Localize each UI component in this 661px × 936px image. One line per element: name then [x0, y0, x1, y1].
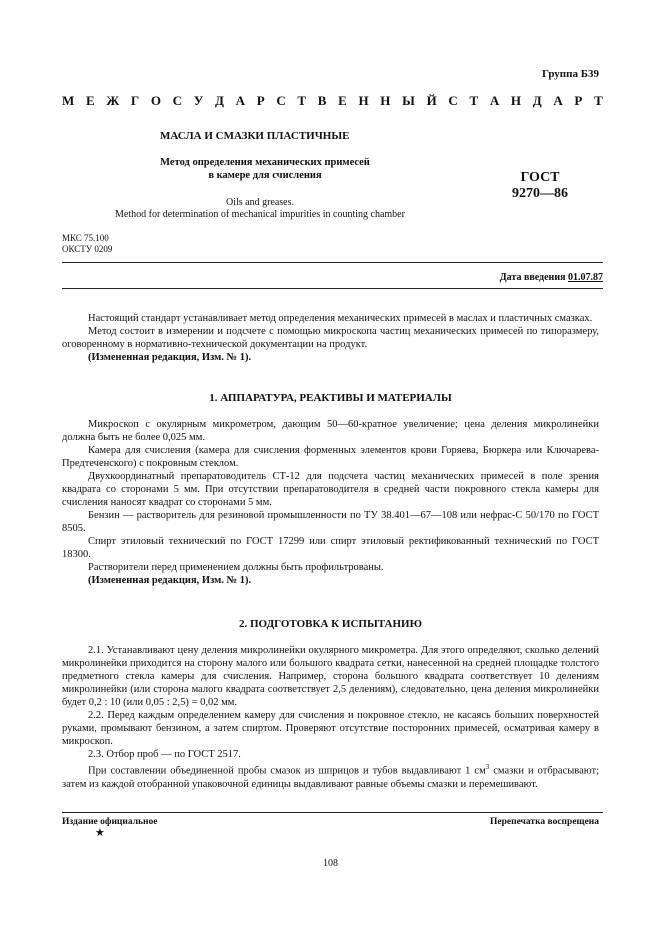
section-2-body	[62, 644, 599, 791]
intro-amendment-note: (Измененная редакция, Изм. № 1).	[88, 352, 252, 363]
banner-letter: Н	[358, 93, 369, 108]
document-subtitle	[70, 156, 460, 182]
section-2-paragraph-4	[62, 761, 599, 791]
banner-letter: Т	[297, 93, 307, 108]
mks-code: МКС 75.100	[62, 233, 109, 243]
section-2-paragraph-2: 2.2. Перед каждым определением камеру для счисления и покровное стекло, не касаясь больших поверхностей руками, промывают бензином, а затем спиртом. Проверяют отсутствие посторонних примесей, осматривая камеру в микроскоп.	[62, 710, 599, 747]
subtitle-line-2: в камере для счисления	[208, 170, 322, 181]
official-edition-label: Издание официальное	[62, 817, 158, 827]
banner-letter: Р	[574, 93, 583, 108]
cubic-superscript: 3	[485, 763, 490, 771]
banner-letter: Н	[380, 93, 391, 108]
effective-date	[500, 272, 603, 283]
banner-letter: Д	[214, 93, 224, 108]
star-icon: ★	[95, 827, 105, 839]
date-label: Дата введения	[499, 272, 566, 283]
section-1-heading: 1. АППАРАТУРА, РЕАКТИВЫ И МАТЕРИАЛЫ	[209, 392, 452, 404]
reprint-prohibited-label: Перепечатка воспрещена	[489, 817, 599, 827]
banner-letter: Т	[469, 93, 479, 108]
banner-letter: У	[193, 93, 204, 108]
english-title-line-1: Oils and greases.	[225, 197, 295, 208]
subtitle-line-1: Метод определения механических примесей	[160, 157, 370, 168]
banner-letter: Т	[594, 93, 603, 108]
gost-code: 9270—86	[512, 186, 568, 201]
banner-letter: М	[62, 93, 75, 108]
banner-letter: Г	[130, 93, 140, 108]
section-2-heading: 2. ПОДГОТОВКА К ИСПЫТАНИЮ	[239, 618, 422, 630]
english-title-line-2: Method for determination of mechanical impurities in counting chamber	[115, 209, 405, 220]
banner-letter: С	[276, 93, 286, 108]
intro-paragraph-1: Настоящий стандарт устанавливает метод определения механических примесей в маслах и пластичных смазках.	[88, 313, 593, 324]
banner-letter: Е	[85, 93, 95, 108]
classification-codes	[62, 233, 112, 255]
page-number: 108	[323, 858, 338, 869]
banner-letter: С	[448, 93, 458, 108]
section-1-amendment-note: (Измененная редакция, Изм. № 1).	[88, 575, 252, 586]
gost-label: ГОСТ	[520, 170, 560, 185]
section-1-paragraph-4: Бензин — растворитель для резиновой промышленности по ТУ 38.401—67—108 или нефрас-С 50/170 по ГОСТ 8505.	[62, 510, 599, 534]
section-1-paragraph-3: Двухкоординатный препаратоводитель СТ-12 для подсчета частиц механических примесей в поле зрения квадрата со сторонами 5 мм. При отсутствии препаратоводителя в средней части покровного стекла камеры для счисления наносят квадрат со сторонами 5 мм.	[62, 471, 599, 508]
banner-letter: В	[317, 93, 327, 108]
paragraph-4-text-start: При составлении объединенной пробы смазок из шприцов и тубов выдавливают 1 см	[88, 765, 486, 777]
date-divider	[62, 288, 603, 289]
section-1-paragraph-5: Спирт этиловый технический по ГОСТ 17299 или спирт этиловый ректификованный технический по ГОСТ 18300.	[62, 536, 599, 560]
okstu-code: ОКСТУ 0209	[62, 244, 113, 254]
paragraph-4-text-end: смазки и отбрасывают; затем из каждой отобранной упаковочной единицы выдавливают равные объемы смазки и перемешивают.	[62, 765, 599, 790]
document-title: МАСЛА И СМАЗКИ ПЛАСТИЧНЫЕ	[160, 130, 350, 142]
gost-number	[480, 170, 600, 202]
banner-letter: С	[172, 93, 183, 108]
section-1-paragraph-2: Камера для счисления (камера для счисления форменных элементов крови Горяева, Бюркера или Ключарева-Предтеченского) с покровным стеклом.	[62, 445, 599, 469]
section-1-paragraph-6: Растворители перед применением должны быть профильтрованы.	[88, 562, 384, 573]
intro-block	[62, 312, 599, 364]
banner-letter: Ж	[106, 93, 120, 108]
group-code: Группа Б39	[542, 68, 599, 80]
section-1-body	[62, 418, 599, 587]
banner-letter: Р	[256, 93, 265, 108]
banner-letter: А	[553, 93, 563, 108]
english-title	[60, 197, 460, 221]
date-value: 01.07.87	[568, 272, 603, 283]
footer-divider	[62, 812, 603, 813]
section-2-paragraph-3: 2.3. Отбор проб — по ГОСТ 2517.	[88, 749, 241, 760]
header-divider	[62, 262, 603, 263]
banner-letter: А	[235, 93, 245, 108]
banner-letter: А	[489, 93, 500, 108]
banner-letter: Й	[426, 93, 437, 108]
banner-letter: Е	[338, 93, 347, 108]
section-1-paragraph-1: Микроскоп с окулярным микрометром, дающим 50—60-кратное увеличение; цена деления микролинейки должна быть не более 0,025 мм.	[62, 419, 599, 443]
standard-banner	[62, 93, 603, 109]
section-2-paragraph-1: 2.1. Устанавливают цену деления микролинейки окулярного микрометра. Для этого определяют, сколько делений микролинейки приходится на сторону малого или большого квадрата сетки, нанесенной на средней площадке толстого предметного стекла камеры для счисления. Например, сторона большого квадрата соответствует 10 делениям микролинейки (или сторона малого квадрата соответствует 2,5 делениям), следовательно, цена деления микролинейки будет 0,2 : 10 (или 0,05 : 2,5) = 0,02 мм.	[62, 645, 599, 708]
intro-paragraph-2: Метод состоит в измерении и подсчете с помощью микроскопа частиц механических примесей по типоразмеру, оговоренному в нормативно-технической документации на продукт.	[62, 326, 599, 350]
banner-letter: О	[150, 93, 161, 108]
banner-letter: Н	[510, 93, 522, 108]
banner-letter: Д	[532, 93, 542, 108]
banner-letter: Ы	[402, 93, 415, 108]
